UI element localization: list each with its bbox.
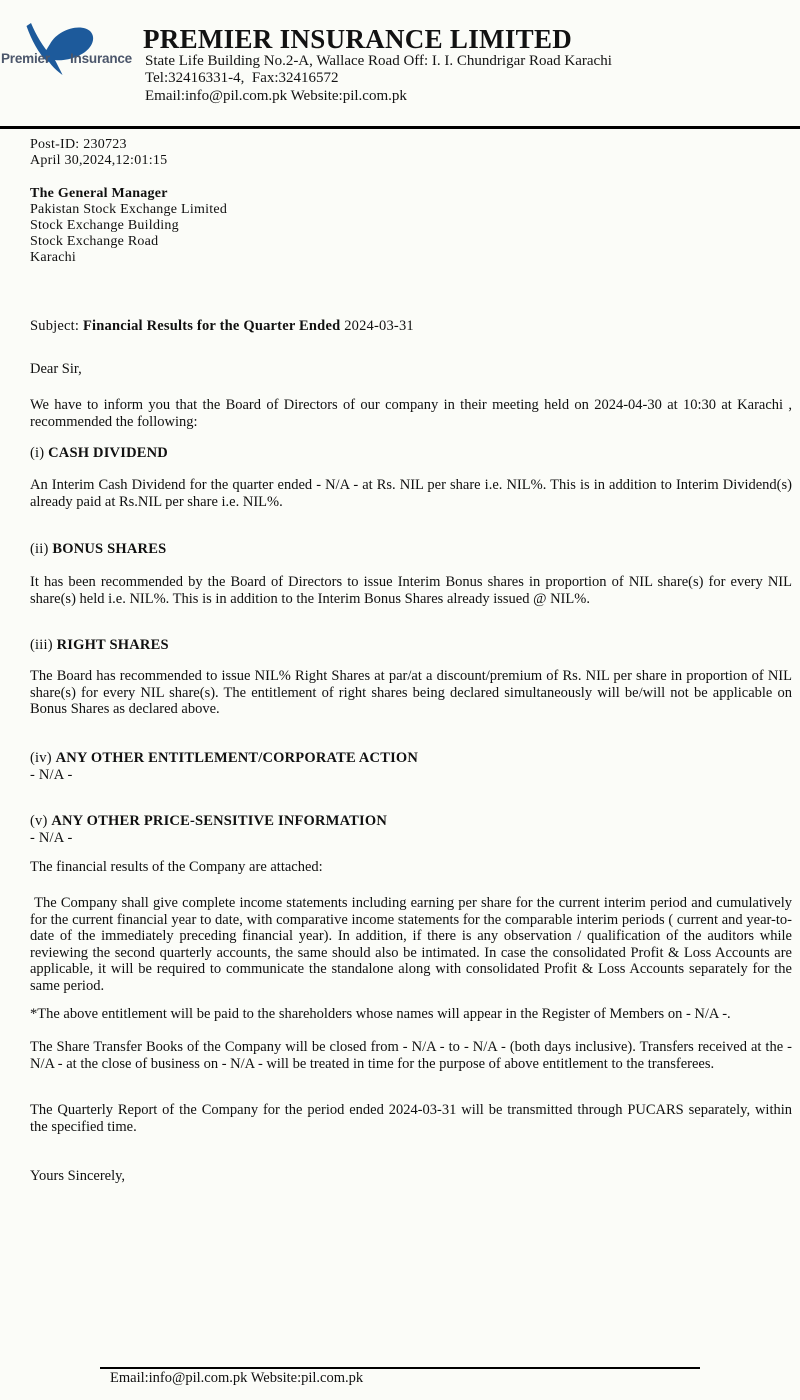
section-iv-number: (iv)	[30, 750, 52, 766]
section-v-heading	[30, 813, 792, 830]
transfer-books-paragraph: The Share Transfer Books of the Company will be closed from - N/A - to - N/A - (both days inclusive). Transfers received at the - N/A - at the close of business on - N/A - will be treated in time for the purpose of above entitlement to the transferees.	[30, 1039, 792, 1072]
section-ii-paragraph: It has been recommended by the Board of Directors to issue Interim Bonus shares in proportion of NIL share(s) for every NIL share(s) held i.e. NIL%. This is in addition to the Interim Bonus Shares already issued @ NIL%.	[30, 574, 792, 607]
company-address: State Life Building No.2-A, Wallace Road Off: I. I. Chundrigar Road Karachi	[145, 53, 612, 69]
recipient-block	[30, 186, 792, 266]
recipient-line: Pakistan Stock Exchange Limited	[30, 202, 228, 217]
post-datetime: April 30,2024,12:01:15	[30, 153, 168, 168]
section-v-number: (v)	[30, 813, 48, 829]
post-meta-block	[30, 137, 792, 169]
quarterly-report-paragraph: The Quarterly Report of the Company for the period ended 2024-03-31 will be transmitted through PUCARS separately, within the specified time.	[30, 1102, 792, 1135]
section-iii-paragraph: The Board has recommended to issue NIL% Right Shares at par/at a discount/premium of Rs. NIL per share in proportion of NIL share(s) for every NIL share(s). The entitlement of right shares being declared simultaneously will be/will not be applicable on Bonus Shares as declared above.	[30, 668, 792, 717]
recipient-title: The General Manager	[30, 186, 168, 201]
section-v-block	[30, 813, 792, 846]
subject-text: Financial Results for the Quarter Ended	[82, 318, 341, 334]
section-i-paragraph: An Interim Cash Dividend for the quarter ended - N/A - at Rs. NIL per share i.e. NIL%. This is in addition to Interim Dividend(s) already paid at Rs.NIL per share i.e. NIL%.	[30, 477, 792, 510]
attached-line: The financial results of the Company are attached:	[30, 859, 323, 875]
section-ii-number: (ii)	[30, 541, 49, 557]
statements-paragraph: The Company shall give complete income statements including earning per share for the current interim period and cumulatively for the current financial year to date, with comparative income statements for the comparable interim periods ( current and year-to-date of the immediately preceding financial year). In addition, if there is any observation / qualification of the auditors while reviewing the second quarterly accounts, the same should also be intimated. In case the consolidated Profit & Loss Accounts are applicable, it will be required to communicate the standalone along with consolidated Profit & Loss Accounts separately for the same period.	[30, 895, 796, 994]
logo-word-insurance: Insurance	[70, 51, 132, 66]
intro-paragraph: We have to inform you that the Board of Directors of our company in their meeting held on 2024-04-30 at 10:30 at Karachi , recommended the following:	[30, 397, 792, 430]
entitlement-note: *The above entitlement will be paid to the shareholders whose names will appear in the Register of Members on - N/A -.	[30, 1006, 731, 1022]
section-ii-title: BONUS SHARES	[52, 541, 167, 557]
section-v-title: ANY OTHER PRICE-SENSITIVE INFORMATION	[51, 813, 388, 829]
recipient-line: Stock Exchange Road	[30, 234, 159, 249]
closing-line: Yours Sincerely,	[30, 1168, 126, 1184]
section-i-heading	[30, 445, 792, 462]
company-email-website: Email:info@pil.com.pk Website:pil.com.pk	[145, 87, 407, 104]
subject-label: Subject:	[30, 318, 80, 334]
company-logo	[0, 22, 140, 80]
section-iv-block	[30, 750, 792, 783]
company-name: PREMIER INSURANCE LIMITED	[143, 24, 573, 54]
section-i-number: (i)	[30, 445, 45, 461]
recipient-line: Karachi	[30, 250, 77, 265]
section-iv-heading	[30, 750, 792, 767]
footer-contact-line: Email:info@pil.com.pk Website:pil.com.pk	[110, 1370, 364, 1386]
footer-rule	[100, 1367, 700, 1369]
section-iii-title: RIGHT SHARES	[56, 637, 169, 653]
section-iv-title: ANY OTHER ENTITLEMENT/CORPORATE ACTION	[55, 750, 419, 766]
header-rule	[0, 126, 800, 129]
section-iv-value: - N/A -	[30, 766, 73, 783]
section-iii-number: (iii)	[30, 637, 53, 653]
company-tel-fax: Tel:32416331-4, Fax:32416572	[145, 70, 339, 87]
subject-line	[30, 318, 792, 335]
section-ii-heading	[30, 541, 792, 558]
recipient-line: Stock Exchange Building	[30, 218, 179, 233]
letterhead-address-block	[145, 53, 612, 105]
section-v-value: - N/A -	[30, 829, 73, 846]
logo-word-premier: Premier	[1, 51, 50, 66]
section-iii-heading	[30, 637, 792, 654]
post-id: Post-ID: 230723	[30, 137, 127, 152]
section-i-title: CASH DIVIDEND	[48, 445, 168, 461]
salutation: Dear Sir,	[30, 361, 82, 377]
subject-date: 2024-03-31	[344, 318, 414, 334]
